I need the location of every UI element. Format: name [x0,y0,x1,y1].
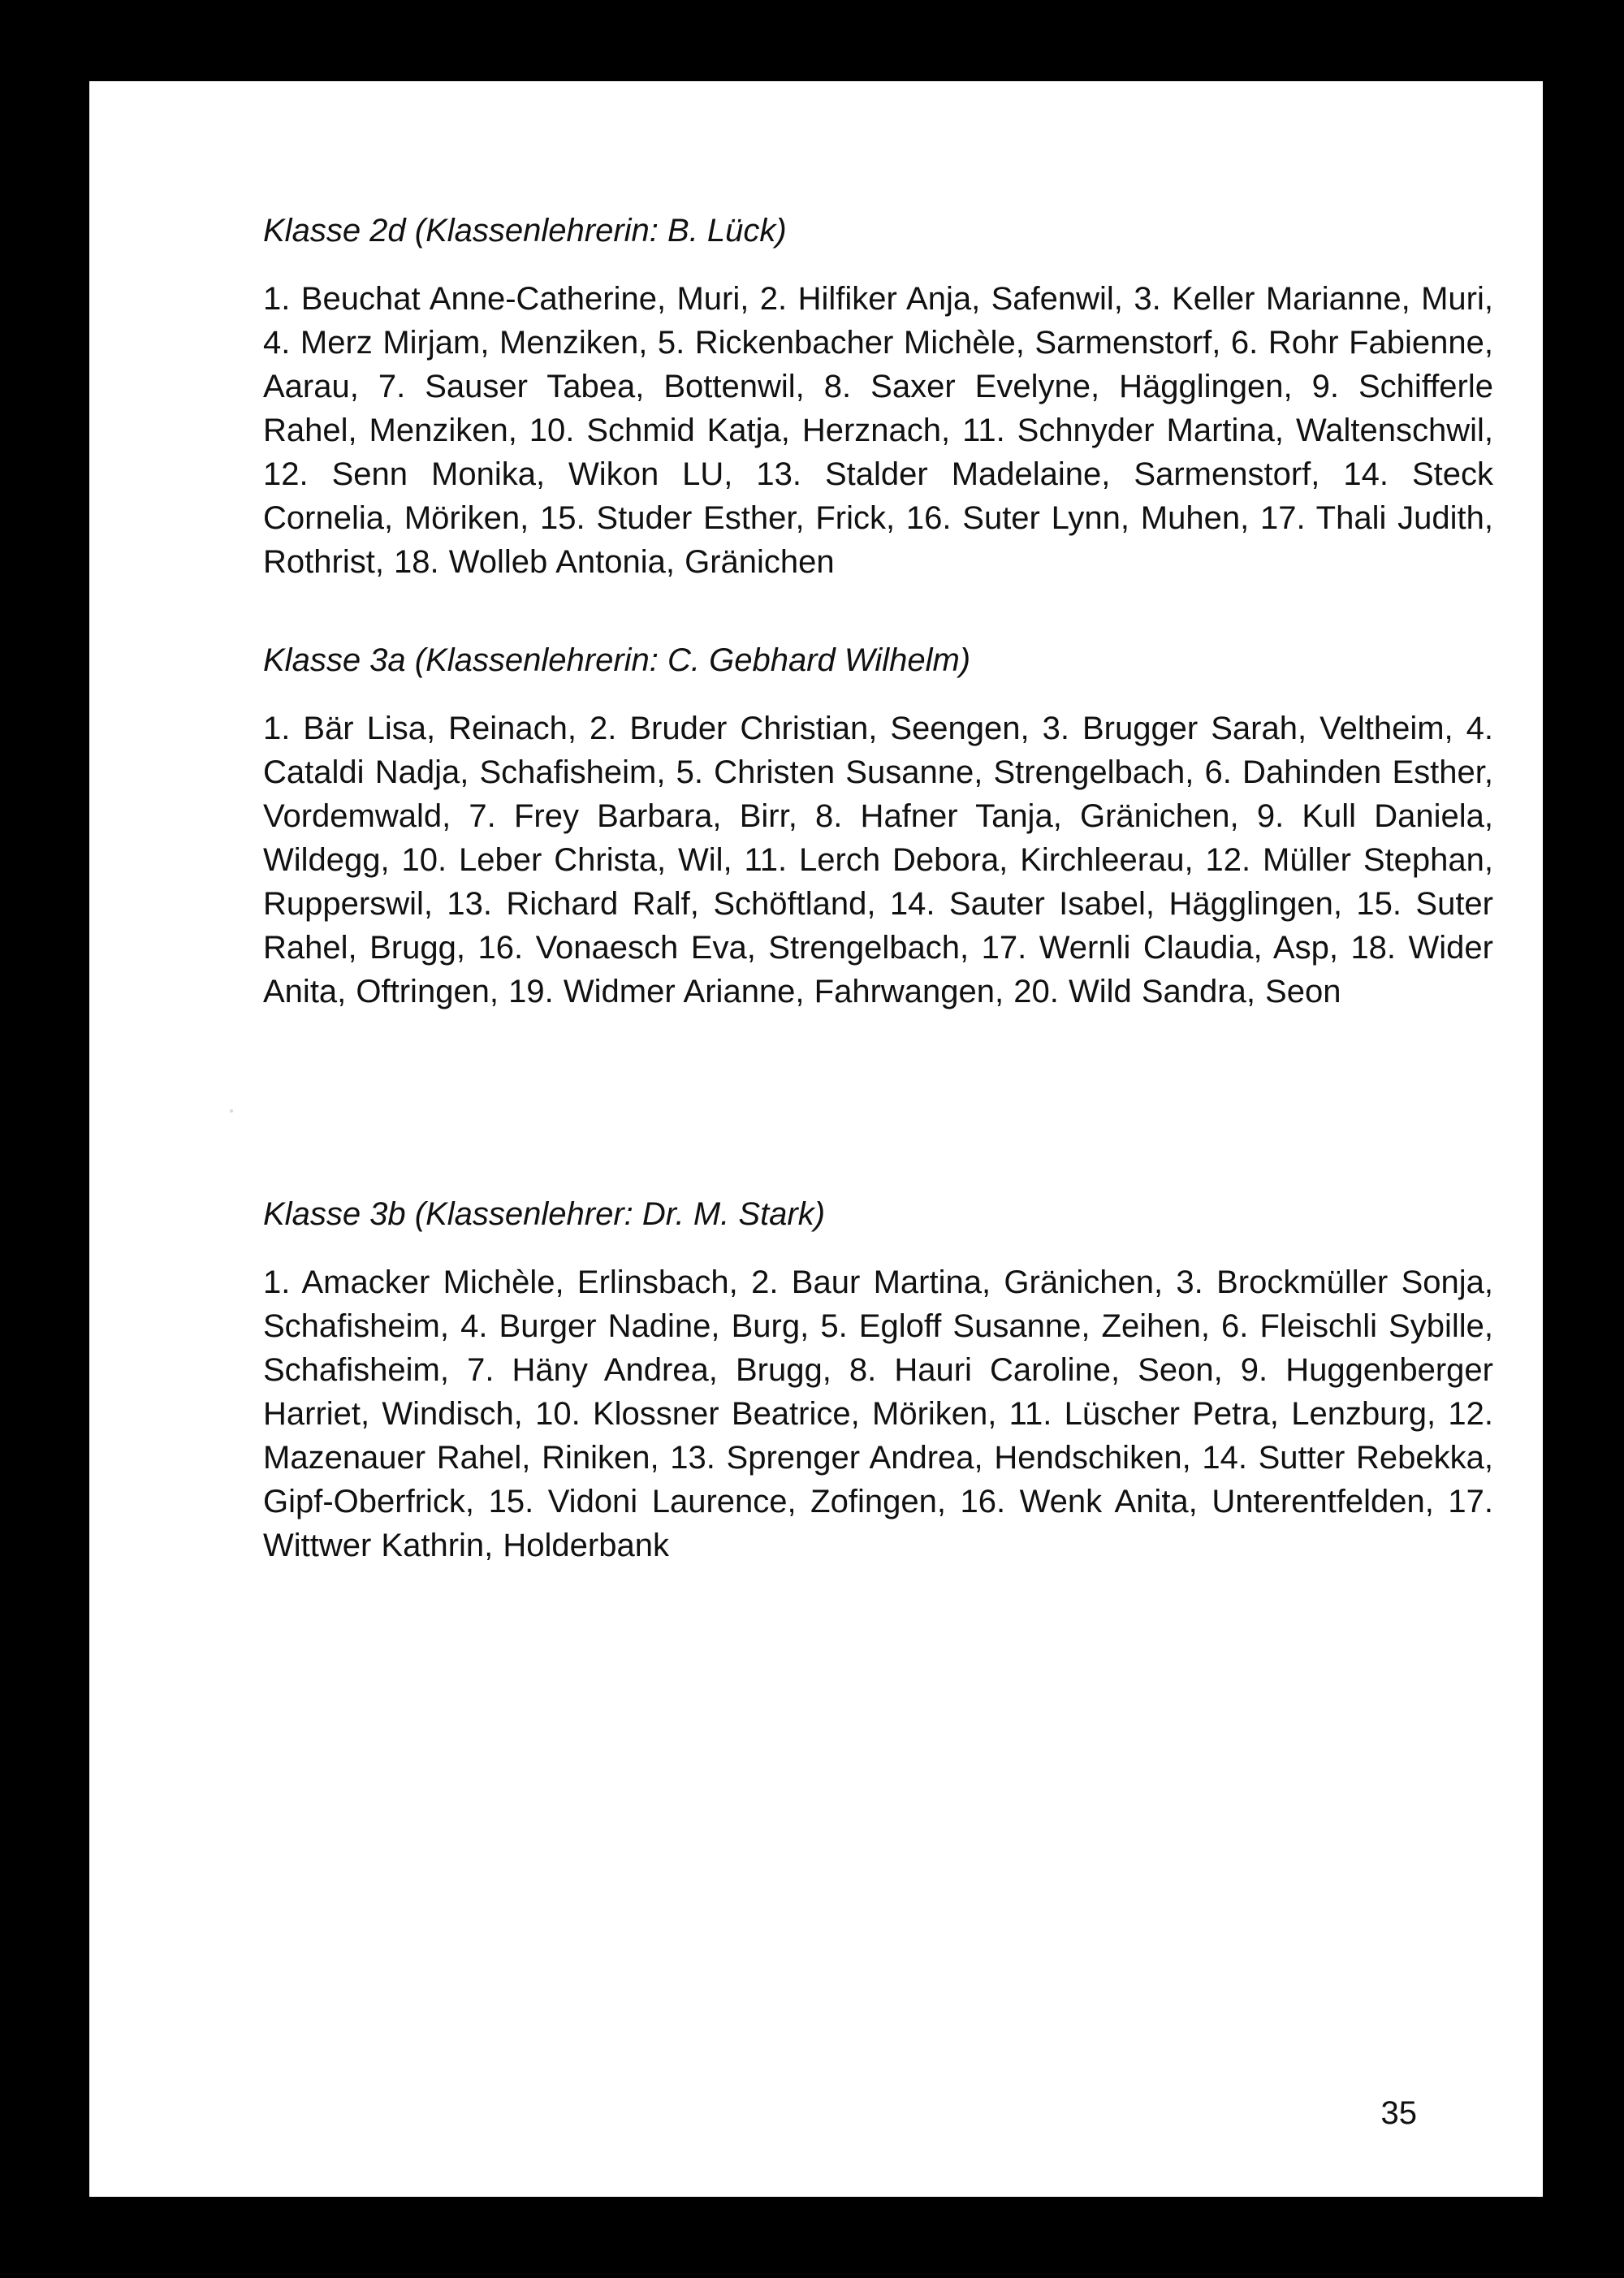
class-2d-heading: Klasse 2d (Klassenlehrerin: B. Lück) [263,213,787,249]
class-3a-heading: Klasse 3a (Klassenlehrerin: C. Gebhard Wilhelm) [263,642,971,678]
class-2d-student-list: 1. Beuchat Anne-Catherine, Muri, 2. Hilfiker Anja, Safenwil, 3. Keller Marianne, Muri, 4. Merz Mirjam, Menziken, 5. Rickenbacher Michèle, Sarmenstorf, 6. Rohr Fabienne, Aarau, 7. Sauser Tabea, Bottenwil, 8. Saxer Evelyne, Hägglingen, 9. Schifferle Rahel, Menziken, 10. Schmid Katja, Herznach, 11. Schnyder Martina, Waltenschwil, 12. Senn Monika, Wikon LU, 13. Stalder Madelaine, Sarmenstorf, 14. Steck Cornelia, Möriken, 15. Studer Esther, Frick, 16. Suter Lynn, Muhen, 17. Thali Judith, Rothrist, 18. Wolleb Antonia, Gränichen [263,281,1493,580]
class-3b-section [263,1192,1493,1567]
class-3a-student-list: 1. Bär Lisa, Reinach, 2. Bruder Christian, Seengen, 3. Brugger Sarah, Veltheim, 4. Cataldi Nadja, Schafisheim, 5. Christen Susanne, Strengelbach, 6. Dahinden Esther, Vordemwald, 7. Frey Barbara, Birr, 8. Hafner Tanja, Gränichen, 9. Kull Daniela, Wildegg, 10. Leber Christa, Wil, 11. Lerch Debora, Kirchleerau, 12. Müller Stephan, Rupperswil, 13. Richard Ralf, Schöftland, 14. Sauter Isabel, Hägglingen, 15. Suter Rahel, Brugg, 16. Vonaesch Eva, Strengelbach, 17. Wernli Claudia, Asp, 18. Wider Anita, Oftringen, 19. Widmer Arianne, Fahrwangen, 20. Wild Sandra, Seon [263,711,1493,1009]
scan-smudge [230,1109,233,1113]
page-number: 35 [1380,2095,1417,2131]
class-3b-heading: Klasse 3b (Klassenlehrer: Dr. M. Stark) [263,1196,826,1232]
class-3a-section [263,638,1493,1014]
class-3b-student-list: 1. Amacker Michèle, Erlinsbach, 2. Baur Martina, Gränichen, 3. Brockmüller Sonja, Schafisheim, 4. Burger Nadine, Burg, 5. Egloff Susanne, Zeihen, 6. Fleischli Sybille, Schafisheim, 7. Häny Andrea, Brugg, 8. Hauri Caroline, Seon, 9. Huggenberger Harriet, Windisch, 10. Klossner Beatrice, Möriken, 11. Lüscher Petra, Lenzburg, 12. Mazenauer Rahel, Riniken, 13. Sprenger Andrea, Hendschiken, 14. Sutter Rebekka, Gipf-Oberfrick, 15. Vidoni Laurence, Zofingen, 16. Wenk Anita, Unterentfelden, 17. Wittwer Kathrin, Holderbank [263,1264,1493,1563]
class-2d-section [263,209,1493,584]
document-page [89,81,1543,2197]
